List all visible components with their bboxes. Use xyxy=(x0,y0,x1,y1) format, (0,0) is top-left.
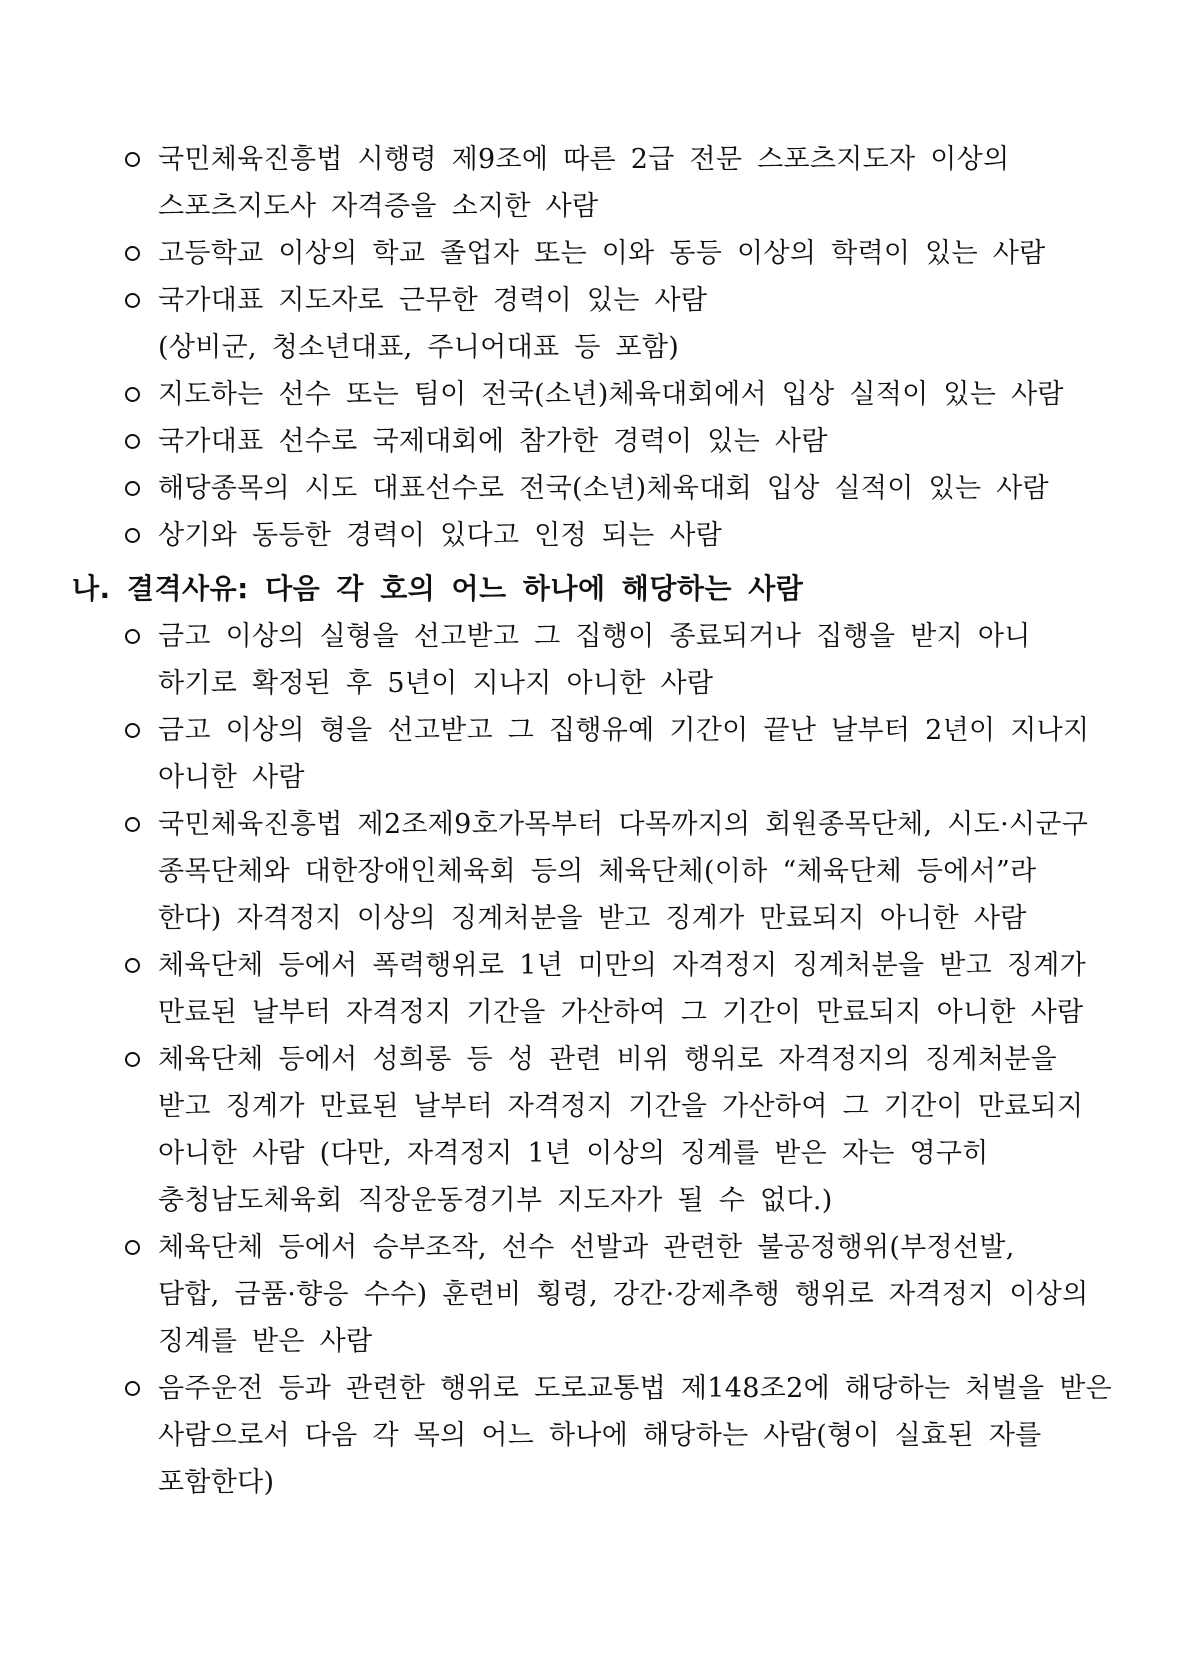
item-line: 담합, 금품·향응 수수) 훈련비 횡령, 강간·강제추행 행위로 자격정지 이상의 xyxy=(158,1279,1089,1310)
qualification-item xyxy=(0,371,1186,418)
qualification-item xyxy=(0,418,1186,465)
item-line: 한다) 자격정지 이상의 징계처분을 받고 징계가 만료되지 아니한 사람 xyxy=(158,903,1027,934)
item-line: 금고 이상의 실형을 선고받고 그 집행이 종료되거나 집행을 받지 아니 xyxy=(158,621,1031,652)
disqualification-list xyxy=(0,613,1186,1506)
item-line: (상비군, 청소년대표, 주니어대표 등 포함) xyxy=(158,332,680,363)
item-line: 체육단체 등에서 성희롱 등 성 관련 비위 행위로 자격정지의 징계처분을 xyxy=(158,1044,1058,1075)
circle-bullet-icon xyxy=(117,1365,147,1412)
disqualification-item xyxy=(0,801,1186,942)
item-line: 국민체육진흥법 제2조제9호가목부터 다목까지의 회원종목단체, 시도·시군구 xyxy=(158,809,1089,840)
disqualification-item xyxy=(0,1036,1186,1224)
item-line: 지도하는 선수 또는 팀이 전국(소년)체육대회에서 입상 실적이 있는 사람 xyxy=(158,379,1064,410)
circle-bullet-icon xyxy=(117,277,147,324)
circle-bullet-icon xyxy=(117,613,147,660)
item-line: 징계를 받은 사람 xyxy=(158,1326,373,1357)
item-line: 고등학교 이상의 학교 졸업자 또는 이와 동등 이상의 학력이 있는 사람 xyxy=(158,238,1046,269)
qualification-item xyxy=(0,512,1186,559)
qualification-item xyxy=(0,136,1186,230)
item-line: 충청남도체육회 직장운동경기부 지도자가 될 수 없다.) xyxy=(158,1185,833,1216)
circle-bullet-icon xyxy=(117,942,147,989)
item-line: 포함한다) xyxy=(158,1467,275,1498)
item-line: 국가대표 지도자로 근무한 경력이 있는 사람 xyxy=(158,285,708,316)
qualification-item xyxy=(0,230,1186,277)
disqualification-item xyxy=(0,1224,1186,1365)
item-line: 국가대표 선수로 국제대회에 참가한 경력이 있는 사람 xyxy=(158,426,828,457)
circle-bullet-icon xyxy=(117,1036,147,1083)
item-line: 해당종목의 시도 대표선수로 전국(소년)체육대회 입상 실적이 있는 사람 xyxy=(158,473,1049,504)
item-line: 아니한 사람 (다만, 자격정지 1년 이상의 징계를 받은 자는 영구히 xyxy=(158,1138,989,1169)
item-line: 국민체육진흥법 시행령 제9조에 따른 2급 전문 스포츠지도자 이상의 xyxy=(158,144,1010,175)
document-content xyxy=(0,136,1186,1506)
circle-bullet-icon xyxy=(117,1224,147,1271)
item-line: 상기와 동등한 경력이 있다고 인정 되는 사람 xyxy=(158,520,723,551)
item-line: 하기로 확정된 후 5년이 지나지 아니한 사람 xyxy=(158,668,714,699)
item-line: 금고 이상의 형을 선고받고 그 집행유예 기간이 끝난 날부터 2년이 지나지 xyxy=(158,715,1090,746)
item-line: 받고 징계가 만료된 날부터 자격정지 기간을 가산하여 그 기간이 만료되지 xyxy=(158,1091,1084,1122)
item-line: 음주운전 등과 관련한 행위로 도로교통법 제148조2에 해당하는 처벌을 받은 xyxy=(158,1373,1113,1404)
circle-bullet-icon xyxy=(117,371,147,418)
disqualification-item xyxy=(0,613,1186,707)
circle-bullet-icon xyxy=(117,465,147,512)
disqualification-item xyxy=(0,942,1186,1036)
qualification-list xyxy=(0,136,1186,559)
item-line: 아니한 사람 xyxy=(158,762,305,793)
item-line: 스포츠지도사 자격증을 소지한 사람 xyxy=(158,191,599,222)
item-line: 종목단체와 대한장애인체육회 등의 체육단체(이하 “체육단체 등에서”라 xyxy=(158,856,1037,887)
circle-bullet-icon xyxy=(117,801,147,848)
circle-bullet-icon xyxy=(117,418,147,465)
disqualification-item xyxy=(0,707,1186,801)
item-line: 체육단체 등에서 폭력행위로 1년 미만의 자격정지 징계처분을 받고 징계가 xyxy=(158,950,1086,981)
item-line: 만료된 날부터 자격정지 기간을 가산하여 그 기간이 만료되지 아니한 사람 xyxy=(158,997,1084,1028)
item-line: 사람으로서 다음 각 목의 어느 하나에 해당하는 사람(형이 실효된 자를 xyxy=(158,1420,1042,1451)
circle-bullet-icon xyxy=(117,136,147,183)
item-line: 체육단체 등에서 승부조작, 선수 선발과 관련한 불공정행위(부정선발, xyxy=(158,1232,1015,1263)
circle-bullet-icon xyxy=(117,512,147,559)
circle-bullet-icon xyxy=(117,707,147,754)
disqualification-item xyxy=(0,1365,1186,1506)
section-heading: 나. 결격사유: 다음 각 호의 어느 하나에 해당하는 사람 xyxy=(72,572,804,605)
circle-bullet-icon xyxy=(117,230,147,277)
qualification-item xyxy=(0,465,1186,512)
qualification-item xyxy=(0,277,1186,371)
